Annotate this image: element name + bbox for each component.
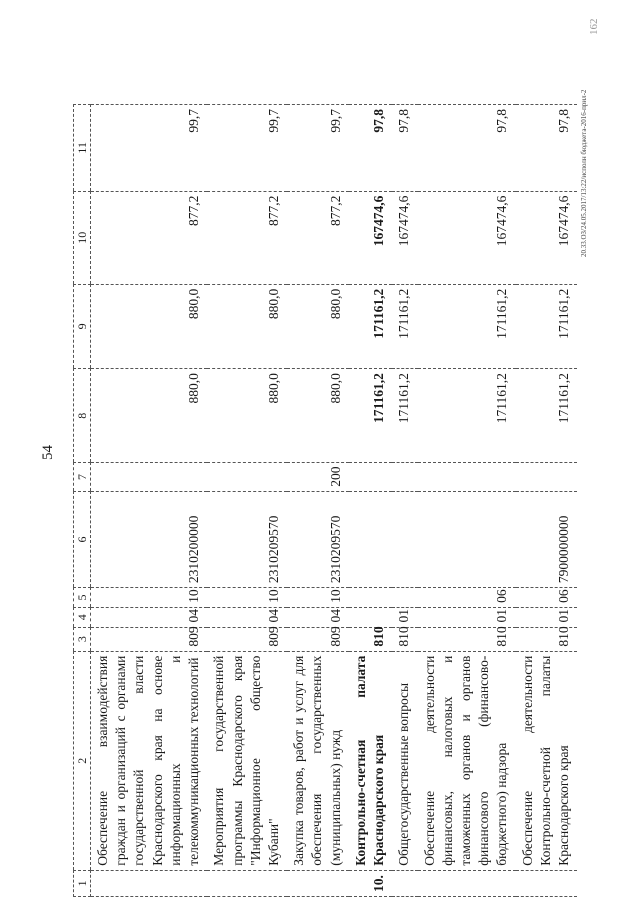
target-article-cell — [392, 491, 417, 587]
table-row — [418, 105, 516, 897]
footer-doc-code: 20.33.ОЗ/24.05.2017/13:22/исполн бюджета-2016-прил-2 — [580, 89, 588, 257]
row-number-cell — [418, 870, 516, 896]
expense-type-cell — [207, 463, 287, 491]
executed-amount-cell: 167474,6 — [516, 191, 578, 284]
target-article-cell: 2310200000 — [91, 491, 208, 587]
table-row — [91, 105, 208, 897]
row-name-cell: Обеспечение деятельности Контрольно-счетной палаты Краснодарского края — [516, 651, 578, 870]
section-code-cell: 01 — [516, 607, 578, 627]
percent-executed-cell: 99,7 — [91, 105, 208, 192]
executed-amount-cell: 877,2 — [207, 191, 287, 284]
header-cell: 5 — [74, 588, 91, 608]
row-name-cell: Мероприятия государственной программы Краснодарского края "Информационное общество Кубани" — [207, 651, 287, 870]
approved-amount-cell: 171161,2 — [418, 369, 516, 463]
budget-amount-cell: 880,0 — [287, 284, 349, 368]
executed-amount-cell: 877,2 — [91, 191, 208, 284]
row-name-cell: Общегосударственные вопросы — [392, 651, 417, 870]
percent-executed-cell: 97,8 — [418, 105, 516, 192]
ministry-code-cell: 810 — [349, 627, 392, 651]
row-number-cell — [392, 870, 417, 896]
budget-amount-cell: 171161,2 — [392, 284, 417, 368]
row-number-cell — [287, 870, 349, 896]
percent-executed-cell: 97,8 — [516, 105, 578, 192]
executed-amount-cell: 877,2 — [287, 191, 349, 284]
subsection-code-cell: 06 — [418, 588, 516, 608]
section-code-cell: 04 — [287, 607, 349, 627]
header-cell: 9 — [74, 284, 91, 368]
row-name-cell: Обеспечение деятельности финансовых, налоговых и таможенных органов и органов финансового (финансово-бюджетного) надзора — [418, 651, 516, 870]
expense-type-cell — [91, 463, 208, 491]
page-number: 54 — [40, 445, 56, 460]
row-name-cell: Закупка товаров, работ и услуг для обеспечения государственных (муниципальных) нужд — [287, 651, 349, 870]
row-name-cell: Контрольно-счетная палата Краснодарского края — [349, 651, 392, 870]
ministry-code-cell: 810 — [418, 627, 516, 651]
table-row — [349, 105, 392, 897]
row-name-cell: Обеспечение взаимодействия граждан и организаций с органами государственной власти Краснодарского края на основе информационных и телекоммуникационных технологий — [91, 651, 208, 870]
ministry-code-cell: 809 — [207, 627, 287, 651]
target-article-cell — [349, 491, 392, 587]
table-row — [392, 105, 417, 897]
header-cell: 2 — [74, 651, 91, 870]
subsection-code-cell — [349, 588, 392, 608]
approved-amount-cell: 171161,2 — [392, 369, 417, 463]
section-code-cell: 01 — [418, 607, 516, 627]
row-number-cell — [207, 870, 287, 896]
section-code-cell — [349, 607, 392, 627]
budget-amount-cell: 171161,2 — [349, 284, 392, 368]
target-article-cell: 7900000000 — [516, 491, 578, 587]
percent-executed-cell: 97,8 — [349, 105, 392, 192]
expense-type-cell — [418, 463, 516, 491]
expense-type-cell — [392, 463, 417, 491]
header-cell: 6 — [74, 491, 91, 587]
header-cell: 8 — [74, 369, 91, 463]
row-number-cell — [516, 870, 578, 896]
row-number-cell — [91, 870, 208, 896]
executed-amount-cell: 167474,6 — [418, 191, 516, 284]
header-cell: 1 — [74, 870, 91, 896]
ministry-code-cell: 810 — [392, 627, 417, 651]
table-row — [516, 105, 578, 897]
budget-table — [73, 104, 577, 897]
target-article-cell: 2310209570 — [287, 491, 349, 587]
header-cell: 4 — [74, 607, 91, 627]
approved-amount-cell: 880,0 — [287, 369, 349, 463]
executed-amount-cell: 167474,6 — [392, 191, 417, 284]
approved-amount-cell: 880,0 — [91, 369, 208, 463]
percent-executed-cell: 99,7 — [287, 105, 349, 192]
approved-amount-cell: 880,0 — [207, 369, 287, 463]
executed-amount-cell: 167474,6 — [349, 191, 392, 284]
percent-executed-cell: 99,7 — [207, 105, 287, 192]
header-cell: 11 — [74, 105, 91, 192]
table-header-row — [74, 105, 91, 897]
percent-executed-cell: 97,8 — [392, 105, 417, 192]
ministry-code-cell: 809 — [287, 627, 349, 651]
ministry-code-cell: 810 — [516, 627, 578, 651]
expense-type-cell — [349, 463, 392, 491]
section-code-cell: 04 — [207, 607, 287, 627]
budget-amount-cell: 880,0 — [91, 284, 208, 368]
subsection-code-cell — [392, 588, 417, 608]
approved-amount-cell: 171161,2 — [516, 369, 578, 463]
target-article-cell — [418, 491, 516, 587]
section-code-cell: 04 — [91, 607, 208, 627]
subsection-code-cell: 10 — [91, 588, 208, 608]
ministry-code-cell: 809 — [91, 627, 208, 651]
budget-amount-cell: 880,0 — [207, 284, 287, 368]
table-row — [287, 105, 349, 897]
section-code-cell: 01 — [392, 607, 417, 627]
corner-number: 162 — [588, 18, 600, 35]
budget-amount-cell: 171161,2 — [418, 284, 516, 368]
budget-amount-cell: 171161,2 — [516, 284, 578, 368]
approved-amount-cell: 171161,2 — [349, 369, 392, 463]
subsection-code-cell: 10 — [207, 588, 287, 608]
expense-type-cell: 200 — [287, 463, 349, 491]
table-row — [207, 105, 287, 897]
header-cell: 7 — [74, 463, 91, 491]
subsection-code-cell: 06 — [516, 588, 578, 608]
header-cell: 10 — [74, 191, 91, 284]
row-number-cell: 10. — [349, 870, 392, 896]
target-article-cell: 2310209570 — [207, 491, 287, 587]
expense-type-cell — [516, 463, 578, 491]
subsection-code-cell: 10 — [287, 588, 349, 608]
header-cell: 3 — [74, 627, 91, 651]
